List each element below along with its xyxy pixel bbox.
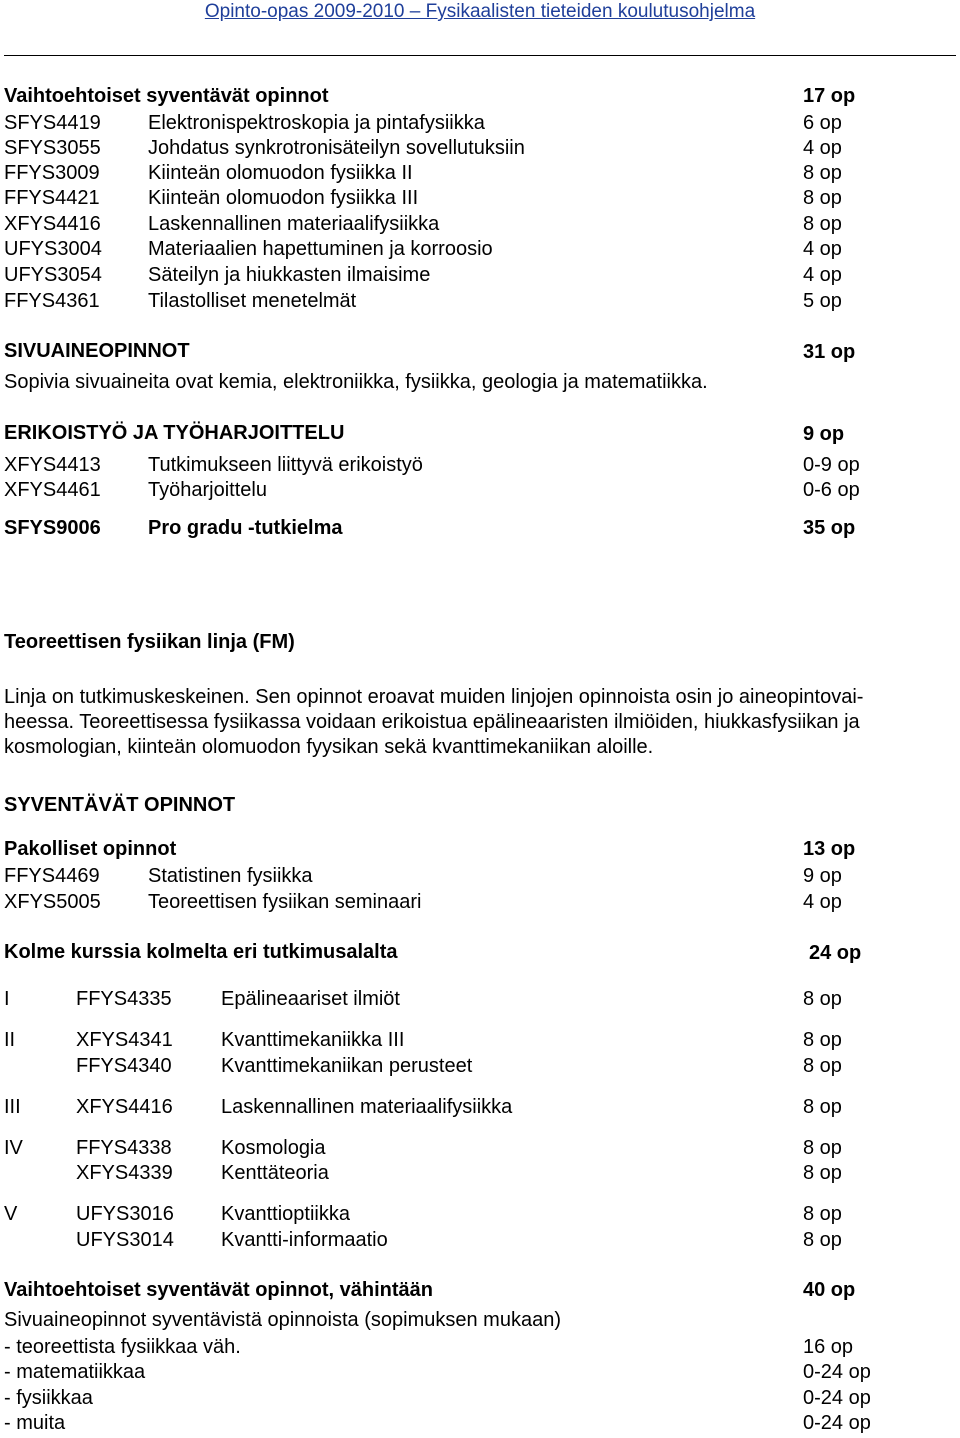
list-item-credits: 0-24 op <box>803 1387 871 1409</box>
course-code: XFYS4413 <box>4 454 101 476</box>
course-credits: 8 op <box>803 1229 842 1251</box>
course-code: FFYS4469 <box>4 865 100 887</box>
header-divider <box>4 55 956 56</box>
section-title-theoretical-line: Teoreettisen fysiikan linja (FM) <box>4 631 295 653</box>
course-code: XFYS4416 <box>4 213 101 235</box>
course-credits: 0-6 op <box>803 479 860 501</box>
course-name: Kvanttioptiikka <box>221 1203 350 1225</box>
course-name: Pro gradu -tutkielma <box>148 517 343 539</box>
course-code: UFYS3016 <box>76 1203 174 1225</box>
course-code: XFYS4339 <box>76 1162 173 1184</box>
section-title-three-courses: Kolme kurssia kolmelta eri tutkimusalalta <box>4 941 398 963</box>
paragraph-line: heessa. Teoreettisessa fysiikassa voidaan erikoistua epälineaaristen ilmiöiden, hiukkasfysiikan ja <box>4 711 860 733</box>
area-numeral: II <box>4 1029 16 1051</box>
list-item-credits: 0-24 op <box>803 1361 871 1383</box>
list-item-label: - teoreettista fysiikkaa väh. <box>4 1336 241 1358</box>
course-credits: 8 op <box>803 1096 842 1118</box>
page-header: Opinto-opas 2009-2010 – Fysikaalisten tieteiden koulutusohjelma <box>204 1 756 22</box>
area-numeral: V <box>4 1203 18 1225</box>
minor-note: Sopivia sivuaineita ovat kemia, elektroniikka, fysiikka, geologia ja matematiikka. <box>4 371 708 393</box>
course-credits: 0-9 op <box>803 454 860 476</box>
area-numeral: IV <box>4 1137 23 1159</box>
course-credits: 35 op <box>803 517 856 539</box>
course-name: Epälineaariset ilmiöt <box>221 988 400 1010</box>
course-name: Laskennallinen materiaalifysiikka <box>148 213 440 235</box>
course-credits: 8 op <box>803 1055 842 1077</box>
section-title-special-work: ERIKOISTYÖ JA TYÖHARJOITTELU <box>4 422 345 444</box>
course-credits: 4 op <box>803 238 842 260</box>
list-item-credits: 16 op <box>803 1336 854 1358</box>
course-credits: 4 op <box>803 264 842 286</box>
course-name: Elektronispektroskopia ja pintafysiikka <box>148 112 485 134</box>
section-total-three-courses: 24 op <box>809 942 862 964</box>
section-title-minor: SIVUAINEOPINNOT <box>4 340 190 362</box>
course-credits: 8 op <box>803 1162 842 1184</box>
section-total-special-work: 9 op <box>803 423 845 445</box>
course-credits: 6 op <box>803 112 842 134</box>
course-code: UFYS3054 <box>4 264 102 286</box>
paragraph-line: Linja on tutkimuskeskeinen. Sen opinnot eroavat muiden linjojen opinnoista osin jo aineopintovai- <box>4 686 864 708</box>
course-code: FFYS4421 <box>4 187 100 209</box>
course-credits: 8 op <box>803 162 842 184</box>
course-code: XFYS4341 <box>76 1029 173 1051</box>
course-credits: 8 op <box>803 1029 842 1051</box>
area-numeral: III <box>4 1096 21 1118</box>
course-credits: 4 op <box>803 891 842 913</box>
course-name: Statistinen fysiikka <box>148 865 313 887</box>
course-name: Kiinteän olomuodon fysiikka III <box>148 187 419 209</box>
section-total-optional-minimum: 40 op <box>803 1279 856 1301</box>
course-name: Tutkimukseen liittyvä erikoistyö <box>148 454 423 476</box>
course-name: Kvanttimekaniikan perusteet <box>221 1055 473 1077</box>
section-title-advanced: SYVENTÄVÄT OPINNOT <box>4 794 236 816</box>
course-name: Laskennallinen materiaalifysiikka <box>221 1096 513 1118</box>
course-credits: 9 op <box>803 865 842 887</box>
course-code: XFYS4461 <box>4 479 101 501</box>
course-name: Materiaalien hapettuminen ja korroosio <box>148 238 493 260</box>
section-title-optional: Vaihtoehtoiset syventävät opinnot <box>4 85 329 107</box>
course-credits: 8 op <box>803 187 842 209</box>
course-name: Kenttäteoria <box>221 1162 329 1184</box>
section-title-mandatory: Pakolliset opinnot <box>4 838 177 860</box>
course-credits: 8 op <box>803 213 842 235</box>
area-numeral: I <box>4 988 10 1010</box>
course-code: SFYS9006 <box>4 517 101 539</box>
section-total-optional: 17 op <box>803 85 856 107</box>
section-title-optional-minimum: Vaihtoehtoiset syventävät opinnot, vähintään <box>4 1279 433 1301</box>
course-code: FFYS3009 <box>4 162 100 184</box>
paragraph-line: kosmologian, kiinteän olomuodon fyysikan sekä kvanttimekaniikan aloille. <box>4 736 654 758</box>
course-code: XFYS4416 <box>76 1096 173 1118</box>
section-total-minor: 31 op <box>803 341 856 363</box>
course-credits: 4 op <box>803 137 842 159</box>
optional-intro: Sivuaineopinnot syventävistä opinnoista (sopimuksen mukaan) <box>4 1309 561 1331</box>
section-total-mandatory: 13 op <box>803 838 856 860</box>
course-name: Kvanttimekaniikka III <box>221 1029 405 1051</box>
course-code: FFYS4335 <box>76 988 172 1010</box>
course-credits: 5 op <box>803 290 842 312</box>
list-item-label: - fysiikkaa <box>4 1387 93 1409</box>
course-name: Kiinteän olomuodon fysiikka II <box>148 162 413 184</box>
course-code: XFYS5005 <box>4 891 101 913</box>
course-code: FFYS4338 <box>76 1137 172 1159</box>
list-item-label: - matematiikkaa <box>4 1361 146 1383</box>
course-name: Kvantti-informaatio <box>221 1229 388 1251</box>
course-credits: 8 op <box>803 988 842 1010</box>
course-code: SFYS4419 <box>4 112 101 134</box>
course-name: Johdatus synkrotronisäteilyn sovellutuksiin <box>148 137 525 159</box>
course-name: Tilastolliset menetelmät <box>148 290 357 312</box>
course-name: Kosmologia <box>221 1137 326 1159</box>
list-item-label: - muita <box>4 1412 66 1434</box>
course-code: UFYS3004 <box>4 238 102 260</box>
course-code: SFYS3055 <box>4 137 101 159</box>
course-name: Säteilyn ja hiukkasten ilmaisime <box>148 264 431 286</box>
course-code: FFYS4361 <box>4 290 100 312</box>
course-credits: 8 op <box>803 1137 842 1159</box>
course-code: FFYS4340 <box>76 1055 172 1077</box>
course-credits: 8 op <box>803 1203 842 1225</box>
list-item-credits: 0-24 op <box>803 1412 871 1434</box>
course-code: UFYS3014 <box>76 1229 174 1251</box>
course-name: Työharjoittelu <box>148 479 267 501</box>
course-name: Teoreettisen fysiikan seminaari <box>148 891 422 913</box>
